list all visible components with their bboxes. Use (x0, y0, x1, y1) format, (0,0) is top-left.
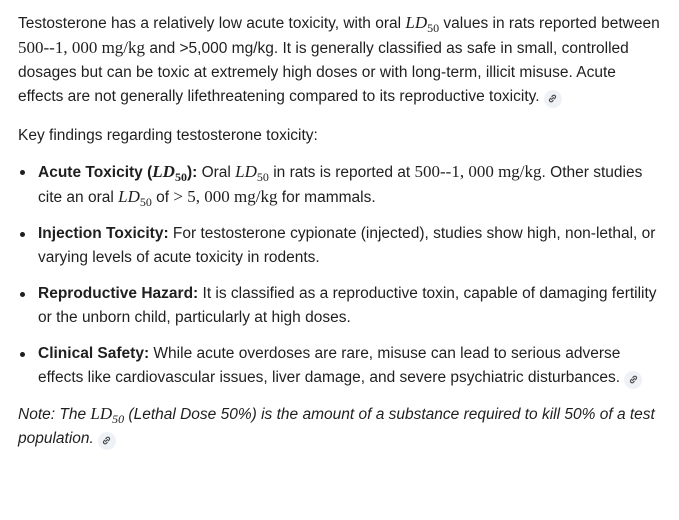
list-item-reproductive-hazard: Reproductive Hazard: It is classified as a reproductive toxin, capable of damaging fertility or the unborn child, particularly at high doses. (18, 282, 665, 330)
link-icon[interactable] (624, 371, 642, 389)
intro-text-c: and >5,000 mg/kg. It is generally classified as safe in small, controlled dosages but can be toxic at extremely high doses or with long-term, illicit misuse. Acute effects are not generally lifethreatening compared to its reproductive toxicity. (18, 40, 629, 105)
range-math: 500--1, 000 mg/kg (18, 38, 146, 57)
intro-paragraph (18, 11, 665, 109)
list-item-acute-toxicity: Acute Toxicity $(LD_{50})$: Oral $LD_{50}$ in rats is reported at 500--1, 000 mg/kg. Other studies cite an oral $LD_{50}$ of > 5, 000 mg/kg for mammals. (18, 160, 665, 210)
list-item-injection-toxicity: Injection Toxicity: For testosterone cypionate (injected), studies show high, non-lethal, or varying levels of acute toxicity in rodents. (18, 222, 665, 270)
link-icon[interactable] (98, 432, 116, 450)
list-item-clinical-safety: Clinical Safety: While acute overdoses are rare, misuse can lead to serious adverse effects like cardiovascular issues, liver damage, and severe psychiatric disturbances. (18, 342, 665, 390)
clinical-safety-title: Clinical Safety: (38, 345, 150, 362)
intro-text-b: values in rats reported between (439, 15, 660, 32)
findings-lead: Key findings regarding testosterone toxicity: (18, 127, 318, 144)
note-paragraph: Note: The $LD_{50}$ (Lethal Dose 50%) is the amount of a substance required to kill 50% of a test population. (18, 402, 665, 451)
ld50-math: $LD_{50}$ (405, 13, 440, 35)
link-icon-glyph (547, 93, 558, 104)
acute-toxicity-title: Acute Toxicity $(LD_{50})$: (38, 162, 198, 184)
reproductive-hazard-title: Reproductive Hazard: (38, 285, 199, 302)
link-icon[interactable] (544, 90, 562, 108)
findings-list (18, 160, 665, 390)
injection-toxicity-title: Injection Toxicity: (38, 225, 169, 242)
link-icon-glyph (628, 374, 639, 385)
link-icon-glyph (101, 435, 112, 446)
intro-text-a: Testosterone has a relatively low acute toxicity, with oral (18, 15, 406, 32)
